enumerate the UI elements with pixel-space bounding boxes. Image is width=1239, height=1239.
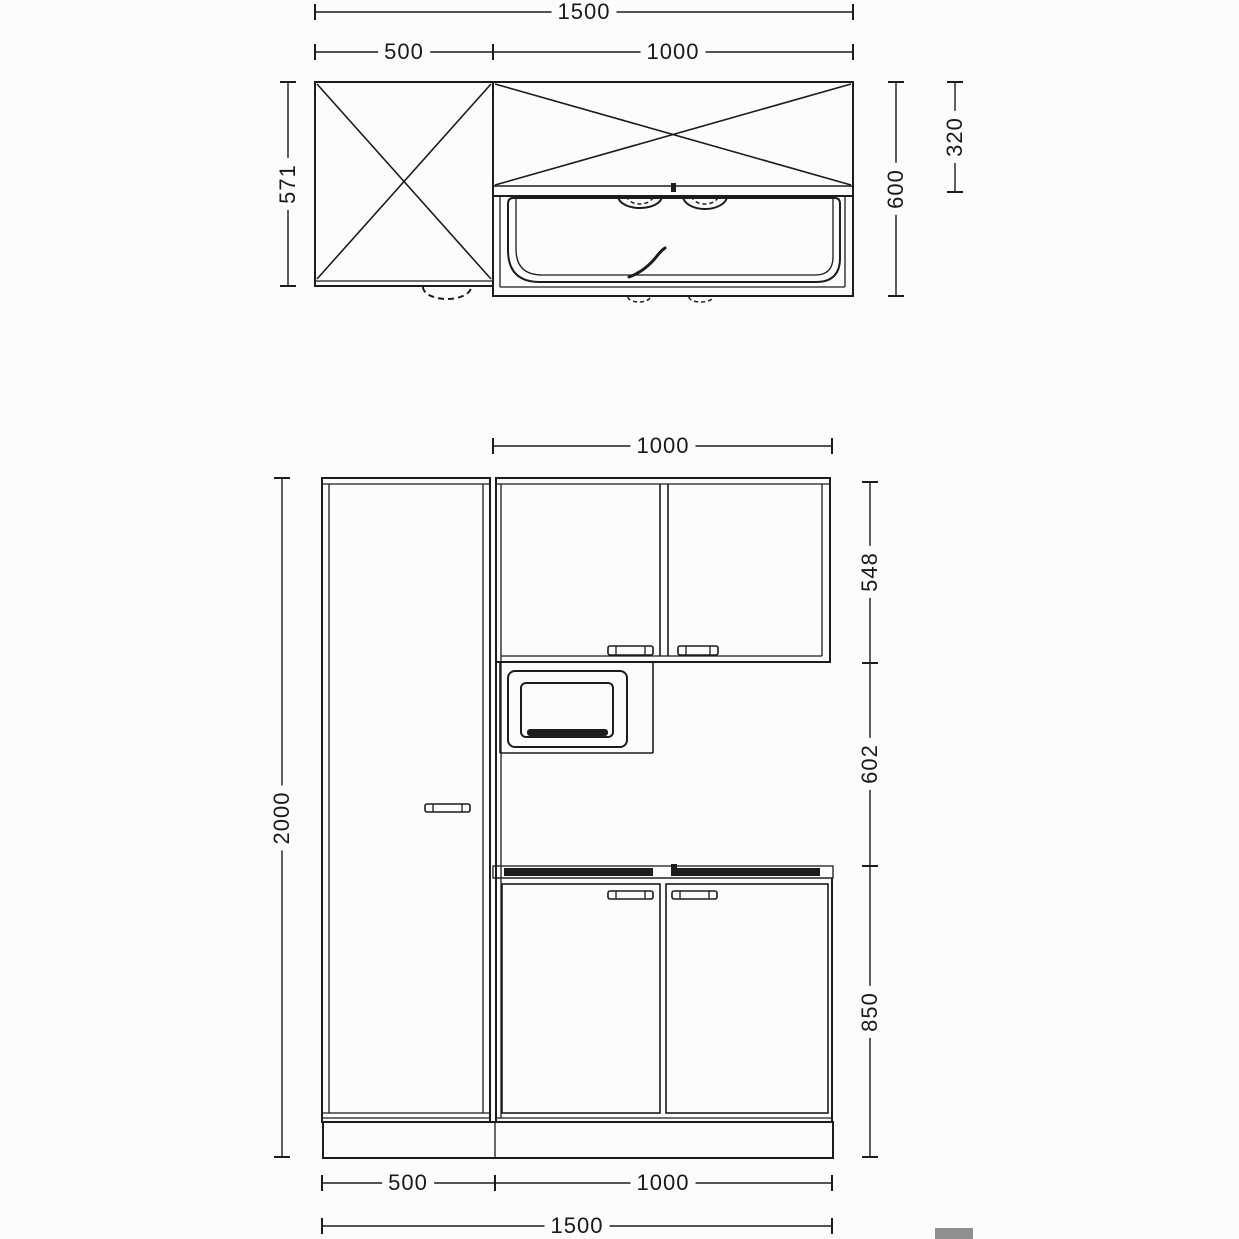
front-base-cabinets xyxy=(496,878,832,1122)
front-dimension-lines xyxy=(274,438,878,1234)
faucet-icon xyxy=(629,248,665,277)
plan-front-hinge-right xyxy=(689,297,713,302)
dim-label-front-mid-height: 602 xyxy=(858,738,882,790)
wall-cabinet-outline xyxy=(496,478,830,662)
handle-bar xyxy=(678,646,718,655)
handle-bar xyxy=(608,891,653,899)
countertop-joint-mark xyxy=(671,864,677,874)
dim-label-front-total-width: 1500 xyxy=(545,1214,610,1238)
dim-label-front-base-height: 850 xyxy=(858,986,882,1038)
dim-label-plan-sink-width: 1000 xyxy=(641,40,706,64)
tall-cabinet-outline xyxy=(322,478,490,1122)
handle-bar xyxy=(672,891,717,899)
front-view xyxy=(274,438,878,1234)
countertop-fill-right xyxy=(671,868,820,876)
sink-bowl-outer xyxy=(508,198,840,282)
gray-corner-marker xyxy=(935,1228,973,1239)
countertop-fill-left xyxy=(504,868,653,876)
dim-label-front-wall-height: 548 xyxy=(858,546,882,598)
dim-label-plan-worktop-depth: 600 xyxy=(884,163,908,215)
plan-joint-mark xyxy=(671,183,676,192)
base-cabinet-door-left xyxy=(502,884,660,1113)
microwave-handle-bar xyxy=(527,729,608,736)
wall-cabinet-handle-right xyxy=(678,646,718,655)
base-cabinet-handle-right xyxy=(672,891,717,899)
base-cabinet-door-right xyxy=(666,884,828,1113)
handle-bar xyxy=(425,804,470,812)
dim-label-front-tall-width: 500 xyxy=(382,1171,434,1195)
dim-label-plan-tall-width: 500 xyxy=(378,40,430,64)
wall-cabinet-handle-left xyxy=(608,646,653,655)
dim-label-plan-tall-depth: 571 xyxy=(276,158,300,210)
front-wall-cabinets xyxy=(496,478,830,662)
dim-label-front-wall-width: 1000 xyxy=(631,434,696,458)
front-countertop xyxy=(493,864,833,878)
dim-label-plan-total-width: 1500 xyxy=(552,0,617,24)
front-microwave xyxy=(500,662,653,753)
base-cabinet-handle-left xyxy=(608,891,653,899)
sink-bowl-inner xyxy=(516,198,833,275)
plan-sink-unit xyxy=(493,82,853,302)
dim-label-front-total-height: 2000 xyxy=(270,786,294,851)
dim-label-plan-wallcab-depth: 320 xyxy=(943,111,967,163)
plan-tall-cabinet xyxy=(315,82,493,299)
plan-front-hinge-left xyxy=(628,297,650,302)
front-plinth xyxy=(323,1122,833,1158)
plan-tall-cabinet-hinge-arc xyxy=(423,287,471,299)
tall-cabinet-handle xyxy=(425,804,470,812)
dim-label-front-base-width: 1000 xyxy=(631,1171,696,1195)
front-tall-cabinet xyxy=(322,478,490,1122)
plinth-outline xyxy=(323,1122,833,1158)
microwave-door xyxy=(521,683,613,737)
handle-bar xyxy=(608,646,653,655)
